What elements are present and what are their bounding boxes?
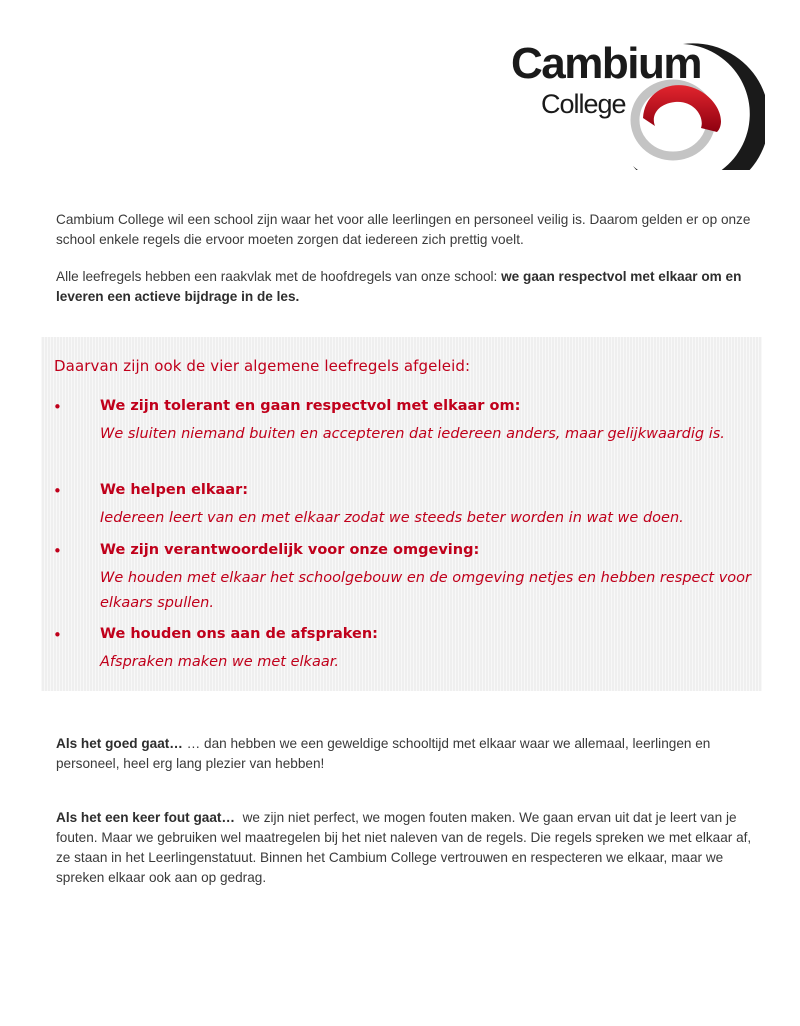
rules-box — [41, 337, 762, 691]
bullet: • — [53, 626, 62, 644]
rule-title: We zijn verantwoordelijk voor onze omgeving: — [100, 542, 480, 558]
rule-title: We houden ons aan de afspraken: — [100, 626, 378, 642]
intro-paragraph-2-bold: we gaan respectvol met elkaar om en leveren een actieve bijdrage in de les. — [56, 269, 742, 304]
bullet: • — [53, 398, 62, 416]
rule-title: We helpen elkaar: — [100, 482, 249, 498]
intro-paragraph-1: Cambium College wil een school zijn waar het voor alle leerlingen en personeel veilig is. Daarom gelden er op onze school enkele regels die ervoor moeten zorgen dat iedereen zich prettig voelt. — [56, 212, 751, 247]
bullet: • — [53, 482, 62, 500]
bad-paragraph-bold: Als het een keer fout gaat… — [56, 810, 236, 825]
rule-description: We houden met elkaar het schoolgebouw en de omgeving netjes en hebben respect voor elkaars spullen. — [100, 570, 751, 611]
bad-paragraph — [56, 808, 756, 888]
good-paragraph — [56, 734, 756, 774]
rule-description: Afspraken maken we met elkaar. — [100, 654, 339, 670]
good-paragraph-bold: Als het goed gaat… — [56, 736, 183, 751]
rules-heading: Daarvan zijn ook de vier algemene leefregels afgeleid: — [54, 357, 471, 375]
logo-text-cambium: Cambium — [511, 39, 701, 88]
good-paragraph-text: … dan hebben we een geweldige schooltijd met elkaar waar we allemaal, leerlingen en personeel, heel erg lang plezier van hebben! — [56, 736, 711, 771]
intro-paragraph-2-text: Alle leefregels hebben een raakvlak met de hoofdregels van onze school: — [56, 269, 502, 284]
bullet: • — [53, 542, 62, 560]
cambium-college-logo — [505, 28, 765, 170]
logo-text-college: College — [541, 89, 626, 119]
rule-title: We zijn tolerant en gaan respectvol met elkaar om: — [100, 398, 521, 414]
rule-description: Iedereen leert van en met elkaar zodat we steeds beter worden in wat we doen. — [100, 510, 684, 526]
bad-paragraph-text: we zijn niet perfect, we mogen fouten maken. We gaan ervan uit dat je leert van je fouten. Maar we gebruiken wel maatregelen bij het niet naleven van de regels. Die regels spreken we met elkaar af, ze staan in het Leerlingenstatuut. Binnen het Cambium College vertrouwen en respecteren we elkaar, maar we spreken elkaar ook aan op gedrag. — [56, 810, 755, 885]
rule-description: We sluiten niemand buiten en accepteren dat iedereen anders, maar gelijkwaardig is. — [100, 426, 725, 442]
intro-paragraph-2 — [56, 267, 756, 307]
